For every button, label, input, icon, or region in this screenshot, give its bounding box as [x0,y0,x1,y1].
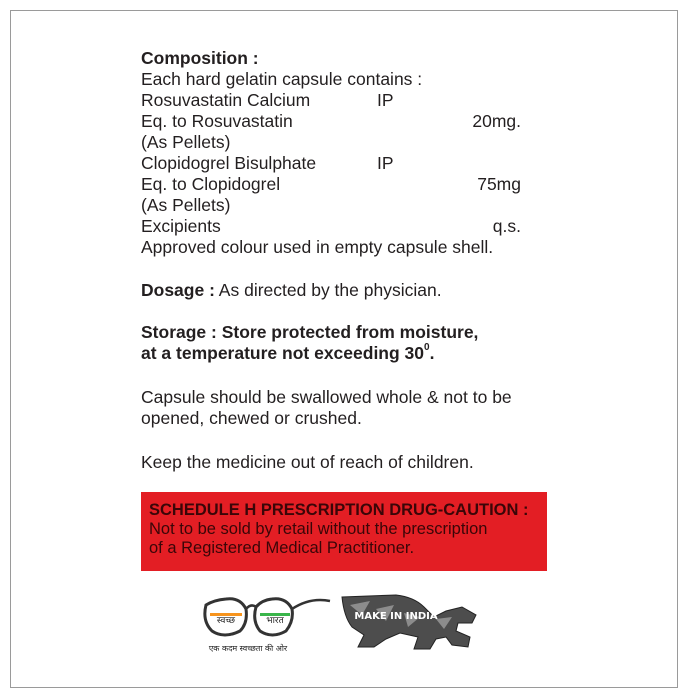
composition-row [141,153,551,174]
composition-intro: Each hard gelatin capsule contains : [141,69,423,89]
ingredient-name: (As Pellets) [141,195,231,215]
ingredient-amount: 75mg [477,174,521,194]
schedule-h-banner [141,492,547,571]
ingredient-amount: 20mg. [472,111,521,131]
degree-mark: 0 [424,342,430,353]
make-in-india-text: MAKE IN INDIA [354,611,438,622]
bharat-text: भारत [266,616,284,626]
logo-strip [200,587,490,659]
logos-svg [200,587,490,659]
composition-row [141,132,551,153]
composition-heading: Composition : [141,48,259,68]
swachh-bharat-logo [205,599,330,653]
ingredient-standard: IP [377,90,394,110]
capsule-note-line-1: Capsule should be swallowed whole & not to be [141,387,512,407]
make-in-india-lion-logo [342,595,476,649]
composition-row [141,90,551,111]
colour-note: Approved colour used in empty capsule shell. [141,237,494,257]
ingredient-name: Excipients [141,216,221,236]
swachh-tagline: एक कदम स्वच्छता की ओर [208,644,288,653]
composition-row [141,174,551,195]
ingredient-name: Eq. to Rosuvastatin [141,111,293,131]
storage-line-2: at a temperature not exceeding $30^0$. [141,342,435,363]
ingredient-name: Eq. to Clopidogrel [141,174,281,194]
swachh-text: स्वच्छ [216,616,236,626]
ingredient-name: (As Pellets) [141,132,231,152]
storage-line-1: Storage : Store protected from moisture, [141,322,479,342]
children-note: Keep the medicine out of reach of children. [141,452,474,472]
label-text [141,48,551,473]
ingredient-name: Clopidogrel Bisulphate [141,153,317,173]
dosage-label: Dosage : [141,280,215,300]
schedule-h-line-1: Not to be sold by retail without the prescription [149,520,488,538]
capsule-note-line-2: opened, chewed or crushed. [141,408,362,428]
dosage [141,280,551,300]
dosage-text: As directed by the physician. [214,280,442,300]
ingredient-standard: IP [377,153,394,173]
schedule-h-line-2: of a Registered Medical Practitioner. [149,539,415,557]
composition-row [141,216,551,237]
composition-row [141,111,551,132]
ingredient-amount: q.s. [492,216,521,236]
ingredient-name: Rosuvastatin Calcium [141,90,311,110]
composition-row [141,195,551,216]
schedule-h-title: SCHEDULE H PRESCRIPTION DRUG-CAUTION : [149,501,529,519]
